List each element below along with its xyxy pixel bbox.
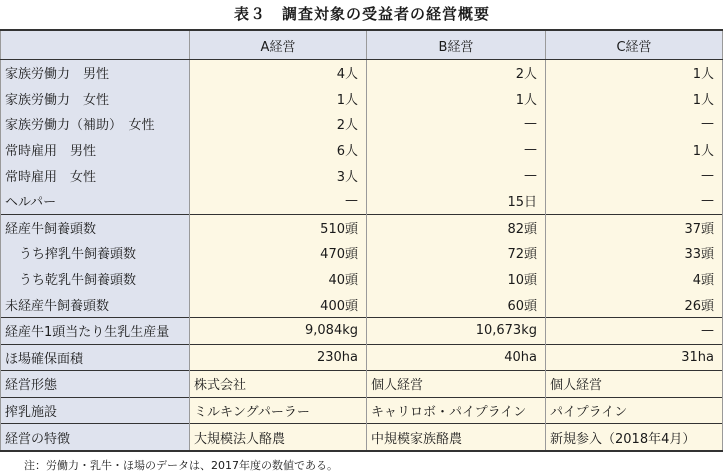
table-row xyxy=(1,317,723,344)
header-c: C経営 xyxy=(546,30,723,60)
cell-b: キャリロボ・パイプライン xyxy=(367,397,546,424)
row-label: 経営の特徴 xyxy=(1,424,190,451)
cell-a: 40頭 xyxy=(190,266,367,292)
table-row xyxy=(1,344,723,371)
cell-a: 400頭 xyxy=(190,291,367,317)
cell-b: 1人 xyxy=(367,86,546,112)
cell-b: 15日 xyxy=(367,188,546,214)
table-row xyxy=(1,214,723,240)
cell-b: 60頭 xyxy=(367,291,546,317)
cell-a: 4人 xyxy=(190,60,367,86)
row-label: ほ場確保面積 xyxy=(1,344,190,371)
row-label: うち乾乳牛飼養頭数 xyxy=(1,266,190,292)
row-label: 経産牛1頭当たり生乳生産量 xyxy=(1,317,190,344)
header-b: B経営 xyxy=(367,30,546,60)
cell-c: 1人 xyxy=(546,60,723,86)
cell-a: ミルキングパーラー xyxy=(190,397,367,424)
cell-c: 新規参入（2018年4月） xyxy=(546,424,723,451)
cell-a: 3人 xyxy=(190,162,367,188)
cell-b: 72頭 xyxy=(367,240,546,266)
header-row xyxy=(1,30,723,60)
cell-b: — xyxy=(367,111,546,137)
cell-a: 470頭 xyxy=(190,240,367,266)
table-row xyxy=(1,424,723,451)
cell-c: 33頭 xyxy=(546,240,723,266)
table-row xyxy=(1,137,723,163)
cell-c: — xyxy=(546,188,723,214)
table-row xyxy=(1,291,723,317)
row-label: 家族労働力 女性 xyxy=(1,86,190,112)
cell-a: — xyxy=(190,188,367,214)
cell-b: 40ha xyxy=(367,344,546,371)
table-row xyxy=(1,111,723,137)
row-label: ヘルパー xyxy=(1,188,190,214)
cell-b: 2人 xyxy=(367,60,546,86)
table-row xyxy=(1,162,723,188)
table-row xyxy=(1,397,723,424)
cell-a: 大規模法人酪農 xyxy=(190,424,367,451)
cell-c: パイプライン xyxy=(546,397,723,424)
cell-c: 1人 xyxy=(546,86,723,112)
row-label: 家族労働力（補助） 女性 xyxy=(1,111,190,137)
cell-c: 個人経営 xyxy=(546,371,723,398)
table-row xyxy=(1,266,723,292)
header-corner xyxy=(1,30,190,60)
cell-c: — xyxy=(546,111,723,137)
cell-a: 9,084kg xyxy=(190,317,367,344)
cell-b: 中規模家族酪農 xyxy=(367,424,546,451)
cell-b: 個人経営 xyxy=(367,371,546,398)
cell-c: — xyxy=(546,317,723,344)
cell-c: 1人 xyxy=(546,137,723,163)
cell-a: 株式会社 xyxy=(190,371,367,398)
cell-a: 1人 xyxy=(190,86,367,112)
row-label: 家族労働力 男性 xyxy=(1,60,190,86)
cell-a: 6人 xyxy=(190,137,367,163)
cell-b: 10,673kg xyxy=(367,317,546,344)
table-row xyxy=(1,86,723,112)
cell-c: 26頭 xyxy=(546,291,723,317)
cell-c: 31ha xyxy=(546,344,723,371)
cell-c: 37頭 xyxy=(546,214,723,240)
cell-a: 230ha xyxy=(190,344,367,371)
row-label: 経産牛飼養頭数 xyxy=(1,214,190,240)
cell-b: 82頭 xyxy=(367,214,546,240)
cell-a: 2人 xyxy=(190,111,367,137)
cell-b: — xyxy=(367,137,546,163)
table-row xyxy=(1,188,723,214)
table-row xyxy=(1,60,723,86)
table-row xyxy=(1,371,723,398)
row-label: 常時雇用 女性 xyxy=(1,162,190,188)
management-overview-table xyxy=(0,29,723,452)
row-label: 未経産牛飼養頭数 xyxy=(1,291,190,317)
row-label: 経営形態 xyxy=(1,371,190,398)
cell-c: — xyxy=(546,162,723,188)
row-label: 常時雇用 男性 xyxy=(1,137,190,163)
cell-a: 510頭 xyxy=(190,214,367,240)
row-label: 搾乳施設 xyxy=(1,397,190,424)
table-title: 表３ 調査対象の受益者の経営概要 xyxy=(233,5,490,23)
row-label: うち搾乳牛飼養頭数 xyxy=(1,240,190,266)
cell-c: 4頭 xyxy=(546,266,723,292)
table-row xyxy=(1,240,723,266)
footnote: 注：労働力・乳牛・ほ場のデータは、2017年度の数値である。 xyxy=(24,459,338,472)
header-a: A経営 xyxy=(190,30,367,60)
cell-b: 10頭 xyxy=(367,266,546,292)
cell-b: — xyxy=(367,162,546,188)
